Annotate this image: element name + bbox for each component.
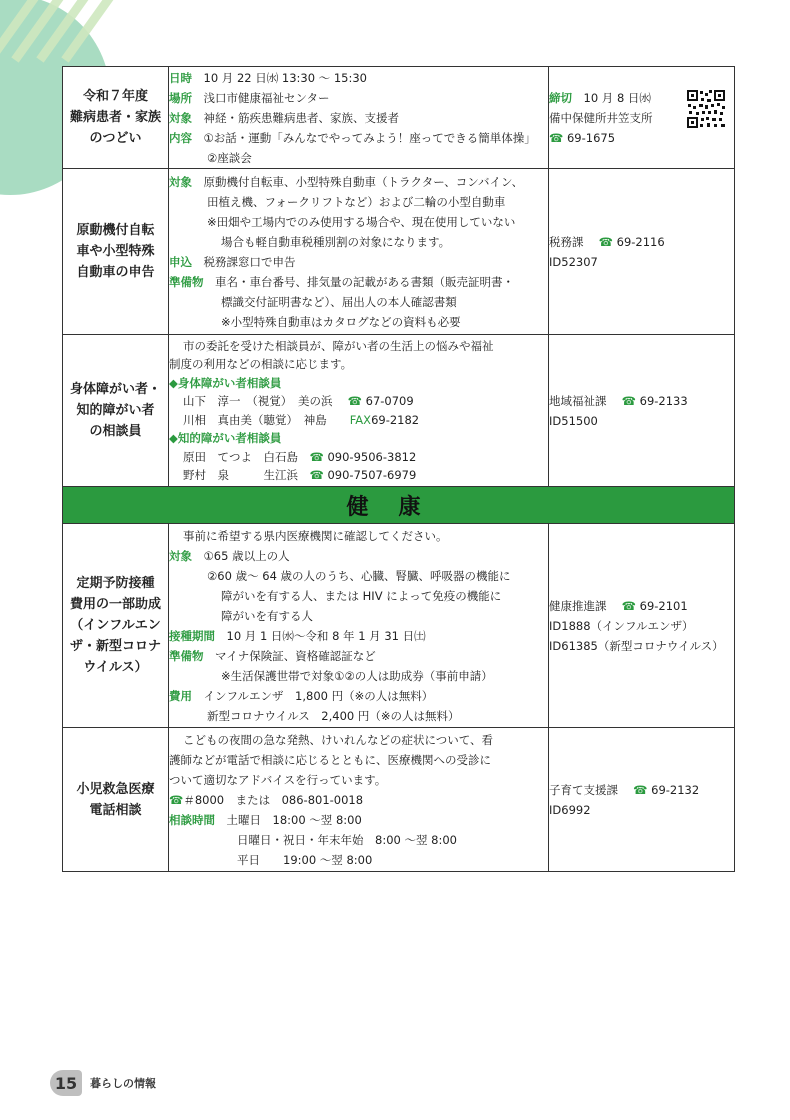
contact-office: 備中保健所井笠支所: [549, 110, 653, 125]
table-row: [63, 728, 735, 872]
row-title-line: 身体障がい者・: [69, 382, 161, 397]
phone-number: 67-0709: [365, 394, 414, 408]
field-label: 対象: [169, 174, 192, 189]
field-value: ②座談会: [207, 150, 252, 165]
contact-cell: [549, 169, 735, 335]
fax-number: 69-2182: [371, 412, 420, 427]
row-body: [169, 524, 549, 728]
field-value: 車名・車台番号、排気量の記載がある書類（販売証明書・: [215, 274, 514, 289]
phone-icon: ☎: [309, 449, 324, 464]
row-title: [63, 335, 169, 487]
qr-code-icon[interactable]: [686, 89, 726, 129]
row-body: [169, 67, 549, 169]
field-value: インフルエンザ 1,800 円（※の人は無料）: [203, 688, 434, 703]
row-title-line: ザ・新型コロナ: [69, 639, 161, 654]
field-label: 相談時間: [169, 812, 215, 827]
contact-cell: [549, 67, 735, 169]
row-title-line: 電話相談: [89, 802, 142, 818]
contact-cell: [549, 524, 735, 728]
fax-label: FAX: [349, 412, 372, 427]
row-body: [169, 728, 549, 872]
row-title-line: ウイルス）: [83, 660, 148, 675]
table-row: [63, 335, 735, 487]
table-row: [63, 524, 735, 728]
phone-number: 69-2101: [639, 598, 688, 613]
phone-number: 090-7507-6979: [327, 468, 417, 482]
field-value: 10 月 22 日㈬ 13:30 ～ 15:30: [203, 70, 367, 85]
row-title-line: 定期予防接種: [76, 576, 155, 591]
counselor-entry: 原田 てつよ 白石島: [183, 449, 298, 464]
field-label: 準備物: [169, 274, 204, 289]
field-value: マイナ保険証、資格確認証など: [215, 648, 376, 663]
row-title: [63, 524, 169, 728]
row-title-line: 自動車の申告: [76, 265, 155, 280]
page-id: ID51500: [549, 413, 598, 428]
subheading: ◆知的障がい者相談員: [169, 431, 282, 445]
table-row: [63, 169, 735, 335]
counselor-entry: 川相 真由美（聴覚） 神島: [183, 412, 327, 427]
table-row: [63, 67, 735, 169]
note-text: 場合も軽自動車税種別割の対象になります。: [221, 234, 451, 249]
phone-number: ＃8000 または 086-801-0018: [183, 792, 364, 807]
field-value: 障がいを有する人、または HIV によって免疫の機能に: [221, 588, 502, 603]
field-value: 神経・筋疾患難病患者、家族、支援者: [203, 110, 399, 125]
phone-number: 69-2132: [651, 782, 700, 797]
row-title-line: 難病患者・家族: [69, 110, 161, 125]
phone-icon: ☎: [549, 130, 564, 145]
row-title-line: 原動機付自転: [76, 223, 155, 238]
row-body: [169, 169, 549, 335]
row-title-line: 車や小型特殊: [76, 244, 155, 259]
deadline-date: 10 月 8 日㈬: [583, 90, 651, 105]
field-label: 日時: [169, 70, 192, 85]
row-title-line: のつどい: [89, 131, 142, 146]
page-id: ID1888（インフルエンザ）: [549, 618, 694, 633]
field-value: 新型コロナウイルス 2,400 円（※の人は無料）: [207, 708, 460, 723]
footer-section-name: 暮らしの情報: [90, 1077, 156, 1090]
field-value: 税務課窓口で申告: [203, 254, 296, 269]
subheading: ◆身体障がい者相談員: [169, 375, 282, 390]
row-body: [169, 335, 549, 487]
department-name: 税務課: [549, 234, 584, 249]
field-label: 内容: [169, 130, 192, 145]
page-id: ID6992: [549, 802, 591, 817]
field-value: 浅口市健康福祉センター: [203, 90, 330, 105]
row-title-line: 費用の一部助成: [69, 597, 161, 612]
page-id: ID61385（新型コロナウイルス）: [549, 638, 724, 653]
field-value: 原動機付自転車、小型特殊自動車（トラクター、コンバイン、: [203, 174, 524, 189]
counselor-entry: 山下 淳一 （視覚） 美の浜: [183, 394, 333, 408]
contact-cell: [549, 335, 735, 487]
counselor-entry: 野村 泉 生江浜: [183, 468, 298, 482]
phone-icon: ☎: [169, 792, 184, 807]
field-value: ①お話・運動「みんなでやってみよう！座ってできる簡単体操」: [203, 130, 536, 145]
section-header: [63, 487, 735, 524]
note-text: ※生活保護世帯で対象①②の人は助成券（事前申請）: [221, 668, 493, 683]
page-footer: [50, 1070, 156, 1096]
page-number: 15: [50, 1070, 82, 1096]
section-title: 健康: [63, 487, 735, 524]
row-title: [63, 728, 169, 872]
description-text: 制度の利用などの相談に応じます。: [169, 357, 353, 371]
description-text: 護師などが電話で相談に応じるとともに、医療機関への受診に: [169, 752, 491, 767]
row-title-line: （インフルエン: [70, 618, 161, 633]
phone-icon: ☎: [309, 468, 324, 482]
note-text: ※田畑や工場内でのみ使用する場合や、現在使用していない: [207, 214, 516, 229]
row-title-line: 知的障がい者: [76, 403, 155, 418]
field-label: 対象: [169, 110, 192, 125]
note-text: ※小型特殊自動車はカタログなどの資料も必要: [221, 314, 461, 329]
description-text: 市の委託を受けた相談員が、障がい者の生活上の悩みや福祉: [183, 338, 494, 353]
field-value: 日曜日・祝日・年末年始 8:00 ～翌 8:00: [237, 832, 457, 847]
field-value: 田植え機、フォークリフトなど）および二輪の小型自動車: [207, 194, 506, 209]
department-name: 健康推進課: [549, 598, 607, 613]
field-value: 標識交付証明書など）、届出人の本人確認書類: [221, 294, 457, 309]
field-value: 平日 19:00 ～翌 8:00: [237, 852, 373, 867]
phone-icon: ☎: [621, 598, 636, 613]
phone-icon: ☎: [621, 393, 636, 408]
contact-cell: [549, 728, 735, 872]
row-title: [63, 67, 169, 169]
description-text: ついて適切なアドバイスを行っています。: [169, 772, 387, 787]
field-label: 対象: [169, 548, 192, 563]
phone-number: 090-9506-3812: [327, 449, 417, 464]
field-value: 障がいを有する人: [221, 608, 313, 623]
page-id: ID52307: [549, 254, 598, 269]
phone-icon: ☎: [347, 394, 362, 408]
field-label: 費用: [169, 688, 192, 703]
row-title-line: の相談員: [89, 424, 142, 439]
field-label: 場所: [169, 90, 192, 105]
description-text: こどもの夜間の急な発熱、けいれんなどの症状について、看: [183, 732, 494, 747]
row-title-line: 令和７年度: [82, 89, 148, 104]
field-value: 土曜日 18:00 ～翌 8:00: [226, 812, 362, 827]
phone-icon: ☎: [633, 782, 648, 797]
field-value: 10 月 1 日㈬～令和 8 年 1 月 31 日㈯: [226, 628, 426, 643]
field-label: 接種期間: [169, 628, 215, 643]
row-title: [63, 169, 169, 335]
field-label: 準備物: [169, 648, 204, 663]
phone-number: 69-2133: [639, 393, 688, 408]
deadline-label: 締切: [549, 90, 572, 105]
field-value: ①65 歳以上の人: [203, 548, 290, 563]
field-value: ②60 歳～ 64 歳の人のうち、心臓、腎臓、呼吸器の機能に: [207, 568, 511, 583]
info-table: [62, 66, 735, 872]
phone-icon: ☎: [598, 234, 613, 249]
department-name: 子育て支援課: [549, 782, 618, 797]
phone-number: 69-1675: [566, 130, 616, 145]
row-title-line: 小児救急医療: [76, 781, 155, 797]
description-text: 事前に希望する県内医療機関に確認してください。: [183, 528, 448, 543]
department-name: 地域福祉課: [549, 393, 607, 408]
field-label: 申込: [169, 254, 192, 269]
phone-number: 69-2116: [616, 234, 665, 249]
